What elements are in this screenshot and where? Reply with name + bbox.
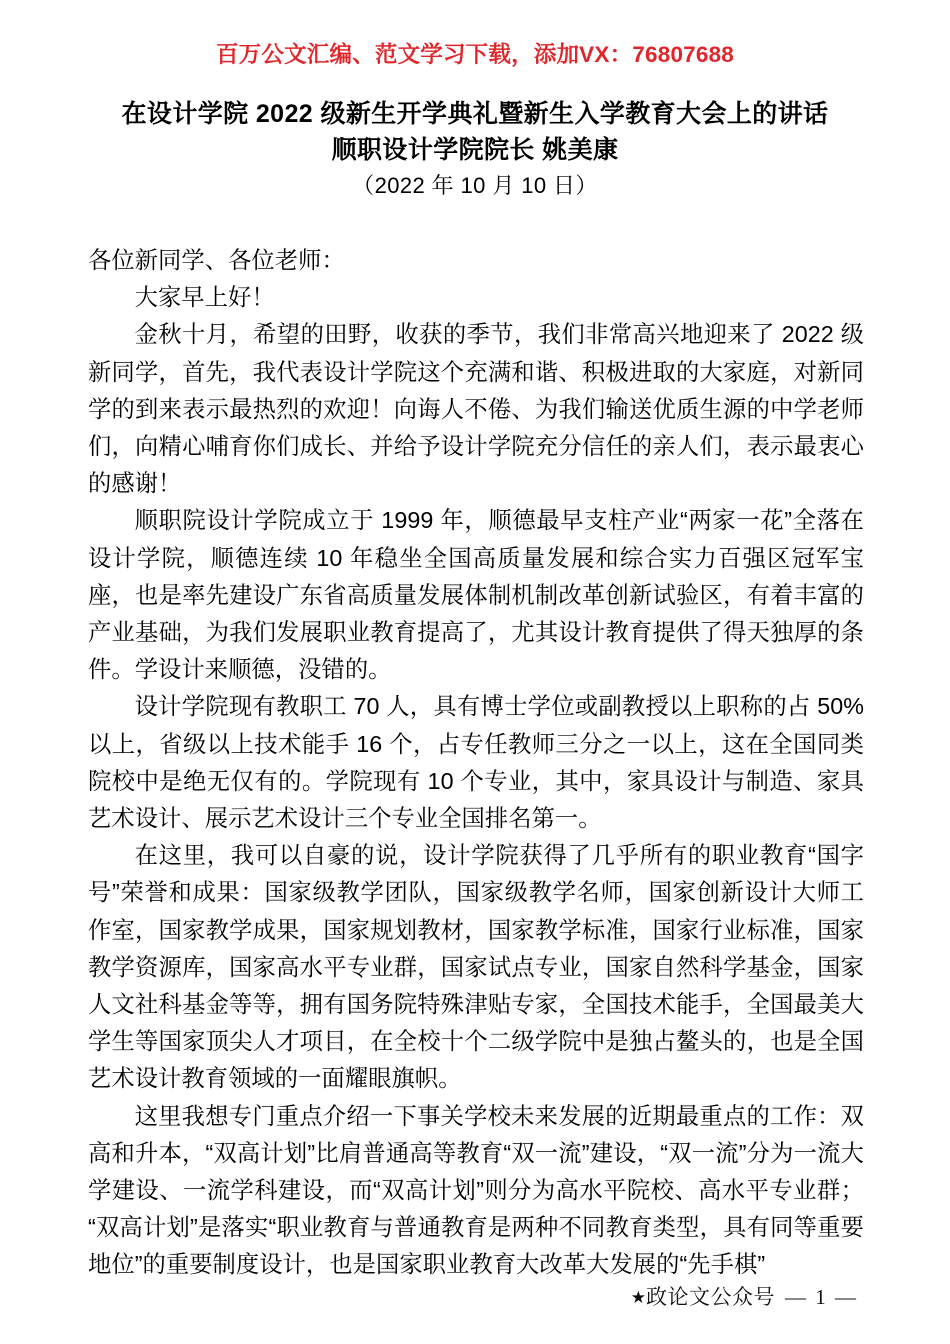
document-date: （2022 年 10 月 10 日） bbox=[352, 173, 598, 198]
paragraph-welcome: 金秋十月，希望的田野，收获的季节，我们非常高兴地迎来了 2022 级新同学，首先，我代表设计学院这个充满和谐、积极进取的大家庭，对新同学的到来表示最热烈的欢迎！向诲人不倦、为我们输送优质生源的中学老师们，向精心哺育你们成长、并给予设计学院充分信任的亲人们，表示最衷心的感谢！ bbox=[88, 321, 864, 497]
footer-brand: 政论文公众号 bbox=[646, 1285, 775, 1309]
paragraph-salutation: 各位新同学、各位老师： bbox=[88, 247, 345, 273]
footer-inner bbox=[631, 1283, 858, 1312]
paragraph-faculty: 设计学院现有教职工 70 人，具有博士学位或副教授以上职称的占 50%以上，省级以上技术能手 16 个，占专任教师三分之一以上，这在全国同类院校中是绝无仅有的。学院现有 10 个专业，其中，家具设计与制造、家具艺术设计、展示艺术设计三个专业全国排名第一。 bbox=[88, 693, 864, 832]
promo-banner: 百万公文汇编、范文学习下载，添加VX：76807688 bbox=[215, 42, 735, 67]
paragraph-history: 顺职院设计学院成立于 1999 年，顺德最早支柱产业“两家一花”全落在设计学院，顺德连续 10 年稳坐全国高质量发展和综合实力百强区冠军宝座，也是率先建设广东省高质量发展体制机制改革创新试验区，有着丰富的产业基础，为我们发展职业教育提高了，尤其设计教育提供了得天独厚的条件。学设计来顺德，没错的。 bbox=[88, 507, 864, 683]
page-footer bbox=[0, 1283, 950, 1312]
document-title: 在设计学院 2022 级新生开学典礼暨新生入学教育大会上的讲话 bbox=[121, 100, 829, 128]
paragraph-greeting: 大家早上好！ bbox=[134, 284, 275, 311]
document-body bbox=[88, 242, 864, 1284]
paragraph-future-plans: 这里我想专门重点介绍一下事关学校未来发展的近期最重点的工作：双高和升本，“双高计划”比肩普通高等教育“双一流”建设，“双一流”分为一流大学建设、一流学科建设，而“双高计划”则分为高水平院校、高水平专业群；“双高计划”是落实“职业教育与普通教育是两种不同教育类型，具有同等重要地位”的重要制度设计，也是国家职业教育大改革大发展的“先手棋” bbox=[88, 1102, 864, 1278]
star-icon: ★ bbox=[630, 1288, 646, 1308]
title-block bbox=[0, 96, 950, 204]
paragraph-achievements: 在这里，我可以自豪的说，设计学院获得了几乎所有的职业教育“国字号”荣誉和成果：国家级教学团队，国家级教学名师，国家创新设计大师工作室，国家教学成果，国家规划教材，国家教学标准，国家行业标准，国家教学资源库，国家高水平专业群，国家试点专业，国家自然科学基金，国家人文社科基金等等，拥有国务院特殊津贴专家，全国技术能手，全国最美大学生等国家顶尖人才项目，在全校十个二级学院中是独占鳌头的，也是全国艺术设计教育领域的一面耀眼旗帜。 bbox=[88, 842, 864, 1092]
page-number: — 1 — bbox=[785, 1285, 858, 1309]
document-subtitle-speaker: 顺职设计学院院长 姚美康 bbox=[331, 136, 619, 164]
